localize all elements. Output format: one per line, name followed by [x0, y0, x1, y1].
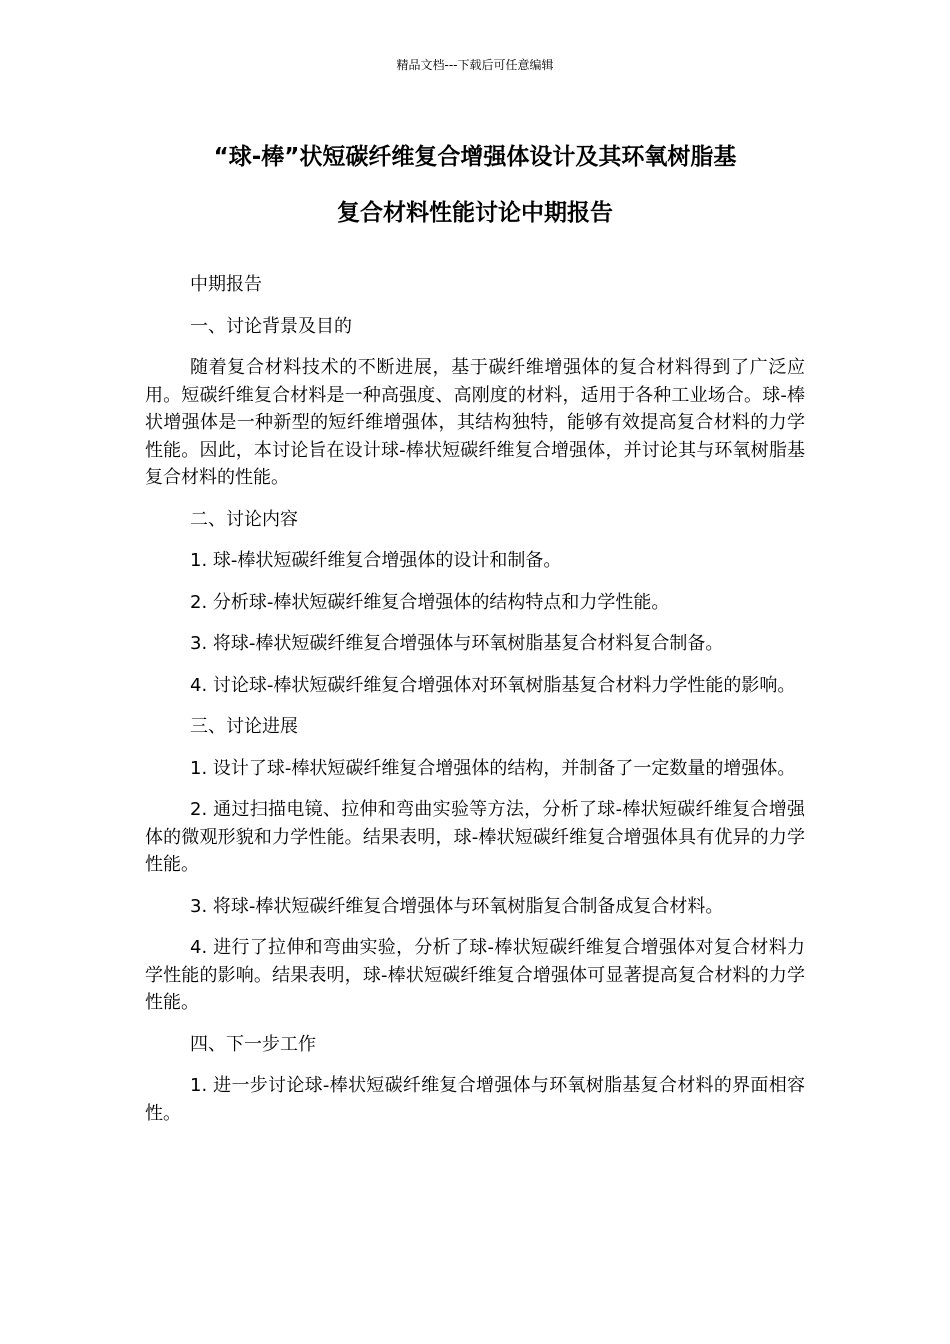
section-heading-progress: 三、讨论进展 — [190, 716, 298, 737]
section-heading-background: 一、讨论背景及目的 — [190, 315, 352, 337]
progress-item-2: 2. 通过扫描电镜、拉伸和弯曲实验等方法，分析了球-棒状短碳纤维复合增强体的微观形貌和力学性能。结果表明，球-棒状短碳纤维复合增强体具有优异的力学性能。 — [145, 799, 805, 875]
document-body — [145, 271, 805, 1141]
document-title-line-1: “球-棒”状短碳纤维复合增强体设计及其环氧树脂基 — [213, 144, 737, 170]
progress-item-3: 3. 将球-棒状短碳纤维复合增强体与环氧树脂复合制备成复合材料。 — [190, 895, 724, 917]
progress-item-1: 1. 设计了球-棒状短碳纤维复合增强体的结构，并制备了一定数量的增强体。 — [190, 757, 796, 779]
document-title-line-2: 复合材料性能讨论中期报告 — [337, 200, 613, 226]
section-heading-content: 二、讨论内容 — [190, 508, 298, 530]
section-label: 中期报告 — [190, 274, 262, 295]
content-item-4: 4. 讨论球-棒状短碳纤维复合增强体对环氧树脂基复合材料力学性能的影响。 — [190, 674, 796, 696]
section-heading-next-steps: 四、下一步工作 — [190, 1033, 316, 1055]
page-header: 精品文档---下载后可任意编辑 — [396, 58, 554, 72]
next-step-item-1: 1. 进一步讨论球-棒状短碳纤维复合增强体与环氧树脂基复合材料的界面相容性。 — [145, 1075, 805, 1124]
paragraph-background: 随着复合材料技术的不断进展，基于碳纤维增强体的复合材料得到了广泛应用。短碳纤维复合材料是一种高强度、高刚度的材料，适用于各种工业场合。球-棒状增强体是一种新型的短纤维增强体，其结构独特，能够有效提高复合材料的力学性能。因此，本讨论旨在设计球-棒状短碳纤维复合增强体，并讨论其与环氧树脂基复合材料的性能。 — [145, 357, 805, 488]
content-item-3: 3. 将球-棒状短碳纤维复合增强体与环氧树脂基复合材料复合制备。 — [190, 633, 724, 654]
content-item-2: 2. 分析球-棒状短碳纤维复合增强体的结构特点和力学性能。 — [190, 591, 670, 613]
progress-item-4: 4. 进行了拉伸和弯曲实验，分析了球-棒状短碳纤维复合增强体对复合材料力学性能的影响。结果表明，球-棒状短碳纤维复合增强体可显著提高复合材料的力学性能。 — [145, 937, 805, 1013]
content-item-1: 1. 球-棒状短碳纤维复合增强体的设计和制备。 — [190, 550, 562, 571]
